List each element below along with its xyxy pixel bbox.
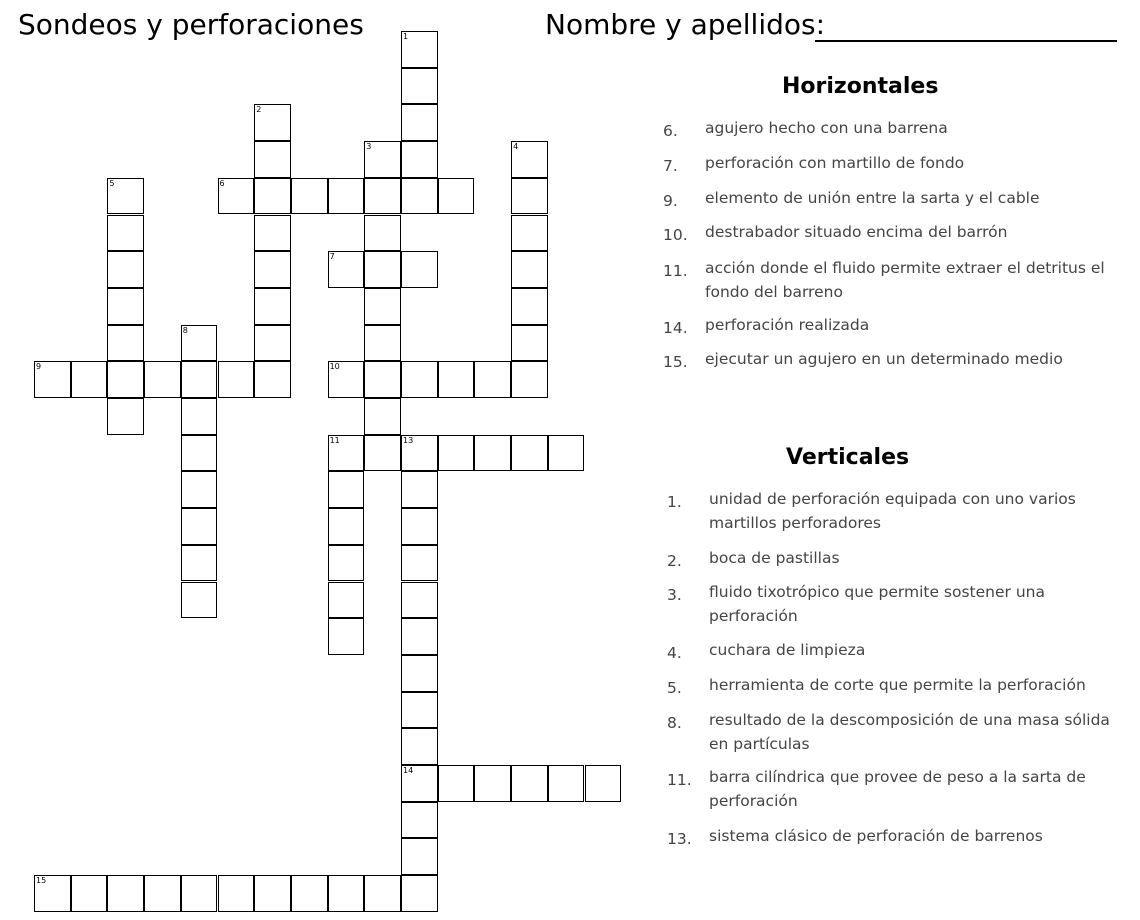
crossword-cell[interactable] xyxy=(181,582,218,619)
crossword-cell[interactable] xyxy=(254,875,291,912)
crossword-cell[interactable] xyxy=(144,875,181,912)
crossword-cell[interactable] xyxy=(107,325,144,362)
crossword-cell[interactable] xyxy=(254,178,291,215)
crossword-cell[interactable] xyxy=(181,325,218,362)
crossword-cell[interactable] xyxy=(364,398,401,435)
clue-text: barra cilíndrica que provee de peso a la sarta de perforación xyxy=(709,768,1086,810)
clue-number: 3. xyxy=(667,586,682,604)
crossword-cell[interactable] xyxy=(511,178,548,215)
cell-number: 7 xyxy=(329,252,335,262)
crossword-cell[interactable] xyxy=(364,435,401,472)
cell-number: 3 xyxy=(366,142,372,152)
clue-text: perforación realizada xyxy=(705,316,870,334)
crossword-cell[interactable] xyxy=(364,361,401,398)
crossword-cell[interactable] xyxy=(364,215,401,252)
crossword-cell[interactable] xyxy=(401,508,438,545)
crossword-cell[interactable] xyxy=(107,361,144,398)
clue-text: unidad de perforación equipada con uno varios martillos perforadores xyxy=(709,490,1076,532)
crossword-cell[interactable] xyxy=(328,618,365,655)
crossword-cell[interactable] xyxy=(328,361,365,398)
crossword-cell[interactable] xyxy=(511,435,548,472)
crossword-cell[interactable] xyxy=(401,361,438,398)
crossword-cell[interactable] xyxy=(401,582,438,619)
crossword-cell[interactable] xyxy=(401,765,438,802)
clue-number: 9. xyxy=(663,192,678,210)
crossword-cell[interactable] xyxy=(181,361,218,398)
crossword-cell[interactable] xyxy=(511,215,548,252)
clue-number: 2. xyxy=(667,552,682,570)
crossword-cell[interactable] xyxy=(364,325,401,362)
clue-text: resultado de la descomposición de una masa sólida en partículas xyxy=(709,711,1110,753)
crossword-cell[interactable] xyxy=(401,838,438,875)
crossword-cell[interactable] xyxy=(401,68,438,105)
crossword-cell[interactable] xyxy=(438,765,475,802)
crossword-cell[interactable] xyxy=(401,251,438,288)
crossword-cell[interactable] xyxy=(181,508,218,545)
clue-text: agujero hecho con una barrena xyxy=(705,119,948,137)
cell-number: 1 xyxy=(403,32,409,41)
crossword-cell[interactable] xyxy=(364,251,401,288)
crossword-cell[interactable] xyxy=(438,361,475,398)
crossword-cell[interactable] xyxy=(144,361,181,398)
crossword-cell[interactable] xyxy=(107,178,144,215)
cell-number: 15 xyxy=(36,876,47,886)
crossword-cell[interactable] xyxy=(107,288,144,325)
crossword-cell[interactable] xyxy=(474,435,511,472)
crossword-cell[interactable] xyxy=(254,141,291,178)
cell-number: 4 xyxy=(513,142,519,152)
clue-text: ejecutar un agujero en un determinado medio xyxy=(705,350,1063,368)
crossword-cell[interactable] xyxy=(401,435,438,472)
crossword-cell[interactable] xyxy=(254,104,291,141)
crossword-cell[interactable] xyxy=(107,251,144,288)
clue-number: 14. xyxy=(663,319,688,337)
clue-text: elemento de unión entre la sarta y el cable xyxy=(705,189,1040,207)
crossword-cell[interactable] xyxy=(474,765,511,802)
crossword-cell[interactable] xyxy=(401,618,438,655)
crossword-cell[interactable] xyxy=(511,361,548,398)
clue-number: 13. xyxy=(667,830,692,848)
clue-number: 11. xyxy=(667,771,692,789)
crossword-cell[interactable] xyxy=(34,875,71,912)
crossword-cell[interactable] xyxy=(401,104,438,141)
name-label: Nombre y apellidos: xyxy=(545,8,826,41)
cell-number: 13 xyxy=(403,435,414,445)
crossword-cell[interactable] xyxy=(34,361,71,398)
crossword-cell[interactable] xyxy=(585,765,622,802)
clue-number: 8. xyxy=(667,714,682,732)
crossword-cell[interactable] xyxy=(181,435,218,472)
crossword-cell[interactable] xyxy=(511,325,548,362)
crossword-cell[interactable] xyxy=(328,251,365,288)
cell-number: 8 xyxy=(182,325,188,335)
clue-number: 7. xyxy=(663,157,678,175)
crossword-cell[interactable] xyxy=(401,728,438,765)
crossword-cell[interactable] xyxy=(364,875,401,912)
crossword-cell[interactable] xyxy=(254,251,291,288)
crossword-cell[interactable] xyxy=(438,178,475,215)
horizontal-clues-title: Horizontales xyxy=(782,74,939,99)
clue-number: 5. xyxy=(667,679,682,697)
crossword-cell[interactable] xyxy=(218,178,255,215)
crossword-cell[interactable] xyxy=(254,325,291,362)
crossword-cell[interactable] xyxy=(511,288,548,325)
cell-number: 5 xyxy=(109,178,115,188)
clue-number: 4. xyxy=(667,644,682,662)
crossword-cell[interactable] xyxy=(438,435,475,472)
crossword-cell[interactable] xyxy=(291,875,328,912)
crossword-cell[interactable] xyxy=(328,508,365,545)
clue-text: cuchara de limpieza xyxy=(709,641,866,659)
crossword-cell[interactable] xyxy=(181,545,218,582)
crossword-cell[interactable] xyxy=(548,765,585,802)
crossword-cell[interactable] xyxy=(328,178,365,215)
crossword-cell[interactable] xyxy=(364,288,401,325)
crossword-cell[interactable] xyxy=(107,215,144,252)
crossword-cell[interactable] xyxy=(401,875,438,912)
crossword-cell[interactable] xyxy=(107,875,144,912)
crossword-cell[interactable] xyxy=(328,471,365,508)
clue-text: perforación con martillo de fondo xyxy=(705,154,965,172)
crossword-cell[interactable] xyxy=(254,361,291,398)
crossword-cell[interactable] xyxy=(364,141,401,178)
crossword-cell[interactable] xyxy=(291,178,328,215)
crossword-cell[interactable] xyxy=(474,361,511,398)
crossword-cell[interactable] xyxy=(401,31,438,68)
crossword-cell[interactable] xyxy=(401,655,438,692)
clue-number: 15. xyxy=(663,353,688,371)
crossword-cell[interactable] xyxy=(401,802,438,839)
crossword-cell[interactable] xyxy=(511,141,548,178)
clue-number: 10. xyxy=(663,226,688,244)
crossword-cell[interactable] xyxy=(254,215,291,252)
crossword-cell[interactable] xyxy=(107,398,144,435)
crossword-cell[interactable] xyxy=(328,582,365,619)
clue-text: acción donde el fluido permite extraer el detritus el fondo del barreno xyxy=(705,259,1105,301)
crossword-cell[interactable] xyxy=(328,545,365,582)
crossword-cell[interactable] xyxy=(401,545,438,582)
crossword-cell[interactable] xyxy=(218,361,255,398)
crossword-cell[interactable] xyxy=(401,141,438,178)
cell-number: 6 xyxy=(219,178,225,188)
crossword-cell[interactable] xyxy=(71,875,108,912)
crossword-cell[interactable] xyxy=(511,765,548,802)
cell-number: 14 xyxy=(403,766,414,775)
cell-number: 2 xyxy=(256,105,262,115)
crossword-cell[interactable] xyxy=(181,875,218,912)
crossword-cell[interactable] xyxy=(71,361,108,398)
crossword-cell[interactable] xyxy=(548,435,585,472)
crossword-cell[interactable] xyxy=(328,435,365,472)
crossword-cell[interactable] xyxy=(254,288,291,325)
clue-text: destrabador situado encima del barrón xyxy=(705,223,1008,241)
clue-number: 6. xyxy=(663,122,678,140)
crossword-cell[interactable] xyxy=(511,251,548,288)
cell-number: 11 xyxy=(329,435,340,445)
crossword-cell[interactable] xyxy=(328,875,365,912)
clue-text: fluido tixotrópico que permite sostener una perforación xyxy=(709,583,1045,625)
clue-number: 11. xyxy=(663,262,688,280)
clue-text: sistema clásico de perforación de barrenos xyxy=(709,827,1043,845)
clue-number: 1. xyxy=(667,493,682,511)
clue-text: boca de pastillas xyxy=(709,549,840,567)
crossword-cell[interactable] xyxy=(401,692,438,729)
crossword-cell[interactable] xyxy=(364,178,401,215)
cell-number: 10 xyxy=(329,362,340,372)
crossword-cell[interactable] xyxy=(181,398,218,435)
crossword-cell[interactable] xyxy=(218,875,255,912)
clue-text: herramienta de corte que permite la perforación xyxy=(709,676,1086,694)
cell-number: 9 xyxy=(36,362,42,372)
crossword-cell[interactable] xyxy=(401,178,438,215)
worksheet-title: Sondeos y perforaciones xyxy=(18,8,364,41)
crossword-cell[interactable] xyxy=(401,471,438,508)
crossword-cell[interactable] xyxy=(181,471,218,508)
name-blank-line[interactable] xyxy=(815,40,1117,42)
vertical-clues-title: Verticales xyxy=(786,445,910,470)
